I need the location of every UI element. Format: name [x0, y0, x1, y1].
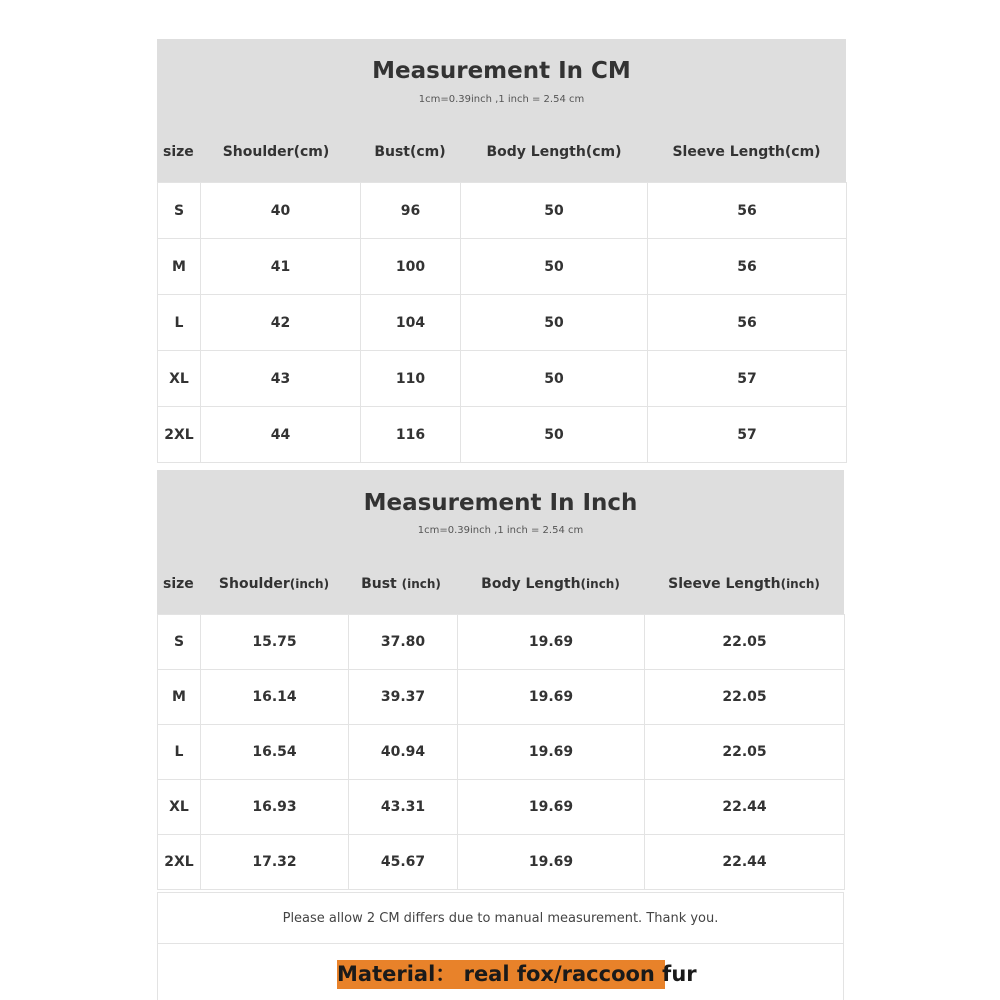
cm-cell-body-length: 50: [461, 407, 648, 463]
cm-cell-sleeve-length: 56: [648, 239, 847, 295]
inch-unit-label: (inch): [289, 577, 330, 591]
inch-cell-size: S: [158, 615, 201, 670]
cm-table-row: [158, 351, 847, 407]
cm-cell-sleeve-length: 57: [648, 407, 847, 463]
cm-cell-bust: 110: [361, 351, 461, 407]
inch-cell-bust: 37.80: [349, 615, 458, 670]
inch-cell-shoulder: 15.75: [201, 615, 349, 670]
cm-table-row: [158, 183, 847, 239]
inch-col-bust-label: Bust: [361, 576, 402, 592]
inch-cell-body-length: 19.69: [458, 615, 645, 670]
inch-cell-body-length: 19.69: [458, 670, 645, 725]
inch-cell-bust: 40.94: [349, 725, 458, 780]
cm-table-row: [158, 407, 847, 463]
cm-table-row: [158, 239, 847, 295]
inch-col-shoulder-label: Shoulder: [218, 576, 290, 592]
inch-cell-shoulder: 17.32: [201, 835, 349, 890]
cm-cell-shoulder: 42: [201, 295, 361, 351]
cm-cell-size: S: [158, 183, 201, 239]
inch-cell-size: M: [158, 670, 201, 725]
inch-table-row: [158, 615, 845, 670]
inch-col-sleeve-length: [644, 576, 844, 592]
cm-cell-shoulder: 44: [201, 407, 361, 463]
cm-chart-title: Measurement In CM: [372, 58, 631, 84]
cm-cell-sleeve-length: 57: [648, 351, 847, 407]
inch-cell-bust: 43.31: [349, 780, 458, 835]
inch-table-row: [158, 835, 845, 890]
inch-cell-shoulder: 16.14: [201, 670, 349, 725]
inch-chart-header: [157, 470, 844, 614]
inch-cell-body-length: 19.69: [458, 835, 645, 890]
inch-size-chart: [157, 470, 844, 890]
cm-cell-sleeve-length: 56: [648, 183, 847, 239]
cm-cell-shoulder: 40: [201, 183, 361, 239]
inch-conversion-note: 1cm=0.39inch ,1 inch = 2.54 cm: [417, 525, 584, 536]
inch-cell-bust: 45.67: [349, 835, 458, 890]
cm-col-size: size: [163, 144, 194, 160]
inch-table-row: [158, 780, 845, 835]
inch-unit-label: (inch): [780, 577, 820, 591]
cm-col-body-length: Body Length(cm): [486, 144, 622, 160]
cm-col-bust: Bust(cm): [374, 144, 446, 160]
material-label: Material： real fox/raccoon fur: [337, 960, 665, 989]
cm-size-chart: [157, 39, 846, 463]
cm-cell-shoulder: 43: [201, 351, 361, 407]
inch-size-table: [157, 614, 845, 890]
inch-cell-shoulder: 16.54: [201, 725, 349, 780]
cm-col-shoulder: Shoulder(cm): [222, 144, 330, 160]
inch-cell-sleeve-length: 22.05: [645, 725, 845, 780]
cm-table-row: [158, 295, 847, 351]
cm-cell-body-length: 50: [461, 295, 648, 351]
cm-size-table: [157, 182, 847, 463]
cm-chart-header: [157, 39, 846, 182]
inch-cell-shoulder: 16.93: [201, 780, 349, 835]
inch-chart-title: Measurement In Inch: [363, 490, 638, 516]
cm-cell-sleeve-length: 56: [648, 295, 847, 351]
inch-cell-size: XL: [158, 780, 201, 835]
inch-unit-label: (inch): [580, 577, 620, 591]
inch-table-row: [158, 725, 845, 780]
inch-cell-size: L: [158, 725, 201, 780]
cm-cell-size: M: [158, 239, 201, 295]
inch-cell-sleeve-length: 22.05: [645, 670, 845, 725]
cm-col-sleeve-length: Sleeve Length(cm): [672, 144, 821, 160]
inch-col-sleeve-length-label: Sleeve Length: [668, 576, 781, 592]
cm-cell-size: L: [158, 295, 201, 351]
inch-cell-body-length: 19.69: [458, 725, 645, 780]
cm-cell-bust: 96: [361, 183, 461, 239]
cm-cell-body-length: 50: [461, 183, 648, 239]
inch-unit-label: (inch): [401, 577, 441, 591]
inch-col-shoulder: [201, 576, 347, 592]
cm-cell-shoulder: 41: [201, 239, 361, 295]
cm-cell-body-length: 50: [461, 351, 648, 407]
measurement-disclaimer: Please allow 2 CM differs due to manual measurement. Thank you.: [157, 892, 844, 944]
material-section: [157, 944, 844, 1000]
cm-cell-size: 2XL: [158, 407, 201, 463]
cm-cell-bust: 104: [361, 295, 461, 351]
inch-table-row: [158, 670, 845, 725]
inch-cell-size: 2XL: [158, 835, 201, 890]
inch-col-body-length: [457, 576, 644, 592]
inch-cell-sleeve-length: 22.44: [645, 835, 845, 890]
cm-cell-body-length: 50: [461, 239, 648, 295]
cm-cell-bust: 116: [361, 407, 461, 463]
inch-col-bust: [347, 576, 455, 592]
inch-cell-sleeve-length: 22.44: [645, 780, 845, 835]
cm-conversion-note: 1cm=0.39inch ,1 inch = 2.54 cm: [418, 94, 585, 105]
cm-cell-bust: 100: [361, 239, 461, 295]
inch-col-body-length-label: Body Length: [481, 576, 581, 592]
inch-cell-sleeve-length: 22.05: [645, 615, 845, 670]
inch-cell-bust: 39.37: [349, 670, 458, 725]
cm-cell-size: XL: [158, 351, 201, 407]
inch-cell-body-length: 19.69: [458, 780, 645, 835]
inch-col-size: size: [163, 576, 194, 592]
